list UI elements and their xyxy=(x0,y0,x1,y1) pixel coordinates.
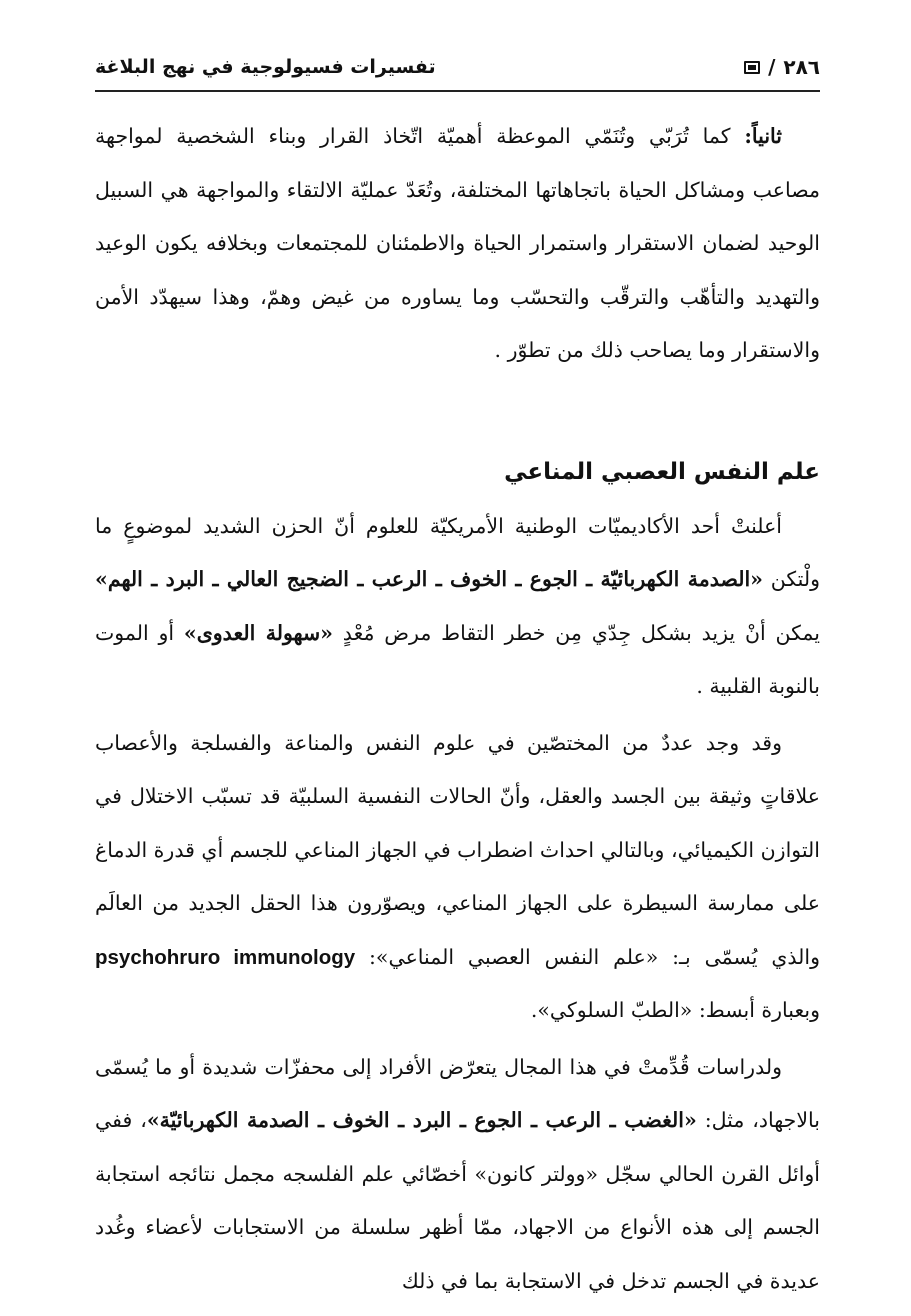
paragraph-2-text-a: أعلنتْ أحد الأكاديميّات الوطنية الأمريكيّة للعلوم أنّ الحزن الشديد لموضوعٍ ما ولْتكن xyxy=(95,513,820,591)
page-number-group xyxy=(744,55,820,79)
section-heading: علم النفس العصبي المناعي xyxy=(504,458,820,485)
paragraph-2 xyxy=(95,500,820,714)
paragraph-4-text-b: ، ففي أوائل القرن الحالي سجّل «وولتر كانون» أخصّائي علم الفلسجه مجمل نتائجه استجابة الجسم إلى هذه الأنواع من الاجهاد، ممّا أظهر سلسلة من الاستجابات لأعضاء وغُدد عديدة في الجسم تدخل في الاستجابة بما في ذلك xyxy=(95,1108,820,1293)
paragraph-2-quote-1: «الصدمة الكهربائيّة ـ الجوع ـ الخوف ـ الرعب ـ الضجيج العالي ـ البرد ـ الهم» xyxy=(95,567,763,591)
paragraph-1-text: كما تُرَبّي وتُنَمّي الموعظة أهميّة اتّخاذ القرار وبناء الشخصية لمواجهة مصاعب ومشاكل الحياة باتجاهاتها المختلفة، وتُعَدّ عمليّة الالتقاء والمواجهة هي السبيل الوحيد لضمان الاستقرار واستمرار الحياة والاطمئنان للمجتمعات وبخلافه يكون الوعيد والتهديد والتأهّب والترقّب والتحسّب وما يساوره من غيض وهمّ، وهذا سيهدّد الأمن والاستقرار وما يصاحب ذلك من تطوّر . xyxy=(95,124,820,362)
paragraph-2-text-b: يمكن أنْ يزيد بشكل جِدّي مِن خطر التقاط مرض مُعْدٍ xyxy=(332,620,820,645)
paragraph-4-quote-1: «الغضب ـ الرعب ـ الجوع ـ البرد ـ الخوف ـ الصدمة الكهربائيّة» xyxy=(146,1108,697,1132)
page-number: ٢٨٦ xyxy=(783,55,820,79)
paragraph-1 xyxy=(95,110,820,378)
page-number-separator: / xyxy=(768,55,776,79)
page-header xyxy=(95,44,820,92)
paragraph-2-quote-2: «سهولة العدوى» xyxy=(183,620,333,645)
paragraph-3-text-b: وبعبارة أبسط: «الطبّ السلوكي». xyxy=(530,998,820,1022)
paragraph-2-text-c: أو الموت بالنوبة القلبية . xyxy=(95,620,820,698)
paragraph-4 xyxy=(95,1041,820,1309)
book-icon xyxy=(744,61,760,74)
paragraph-1-lead: ثانياً: xyxy=(744,124,782,148)
paragraph-3-text-a: وقد وجد عددٌ من المختصّين في علوم النفس والمناعة والفسلجة والأعصاب علاقاتٍ وثيقة بين الجسد والعقل، وأنّ الحالات النفسية السلبيّة قد تسبّب الاختلال في التوازن الكيميائي، وبالتالي احداث اضطراب في الجهاز المناعي للجسم أي قدرة الدماغ على ممارسة السيطرة على الجهاز المناعي، ويصوّرون هذا الحقل الجديد من العالَم والذي يُسمّى بـ: «علم النفس العصبي المناعي»: xyxy=(95,730,820,969)
latin-term: psychohruro immunology xyxy=(95,945,356,969)
paragraph-3 xyxy=(95,717,820,1038)
page-body xyxy=(95,110,820,1308)
running-title: تفسيرات فسيولوجية في نهج البلاغة xyxy=(95,56,436,78)
paragraph-4-text-a: ولدراسات قُدِّمتْ في هذا المجال يتعرّض الأفراد إلى محفزّات شديدة أو ما يُسمّى بالاجهاد، مثل: xyxy=(95,1054,820,1132)
